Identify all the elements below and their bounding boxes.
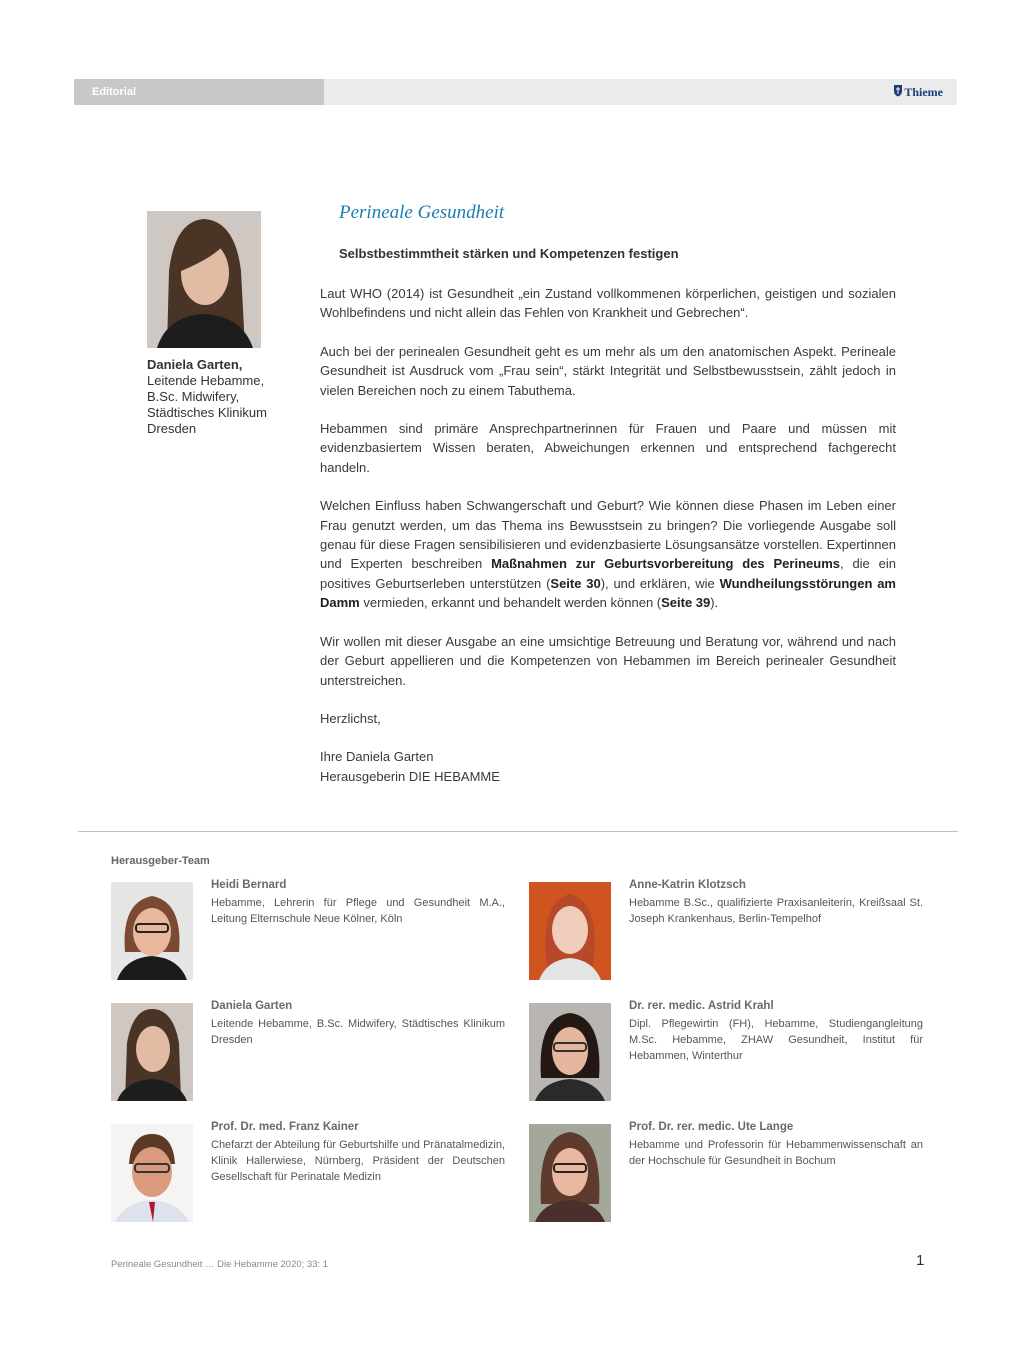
header-bar [74,79,957,105]
member-description: Dipl. Pflegewirtin (FH), Hebamme, Studiengangleitung M.Sc. Hebamme, ZHAW Gesundheit, Institut für Hebammen, Winterthur [629,1018,923,1062]
paragraph: Laut WHO (2014) ist Gesundheit „ein Zustand vollkommenen körperlichen, geistigen und sozialen Wohlbefindens und nicht allein das Fehlen von Krankheit und Gebrechen“. [320,286,896,321]
paragraph: Auch bei der perinealen Gesundheit geht es um mehr als um den anatomischen Aspekt. Perineale Gesundheit ist Ausdruck vom „Frau sein“, stärkt Integrität und Selbstbewusstsein, zählt jedoch in vielen Bereichen noch zu einem Tabuthema. [320,343,896,398]
author-line: Städtisches Klinikum [147,405,267,420]
article-body [320,284,896,805]
footer-citation: Perineale Gesundheit … Die Hebamme 2020; 33: 1 [111,1259,329,1270]
bold-topic: Wundheilungsstörungen am Damm [320,575,896,611]
brand-name: Thieme [904,85,943,99]
author-photo [147,211,261,348]
member-name: Prof. Dr. rer. medic. Ute Lange [629,1121,794,1133]
page-reference: Seite 39 [661,595,711,611]
author-line: B.Sc. Midwifery, [147,389,240,404]
text-run: ). [710,595,719,611]
member-description: Leitende Hebamme, B.Sc. Midwifery, Städtisches Klinikum Dresden [211,1018,505,1046]
text-run: vermieden, erkannt und behandelt werden können ( [359,595,662,611]
member-name: Heidi Bernard [211,879,287,891]
member-description: Hebamme, Lehrerin für Pflege und Gesundheit M.A., Leitung Elternschule Neue Kölner, Köln [211,897,505,925]
author-line: Leitende Hebamme, [147,373,265,388]
signature-name: Ihre Daniela Garten [320,749,434,765]
paragraph: Hebammen sind primäre Ansprechpartnerinnen für Frauen und Paare und müssen mit evidenzbasiertem Wissen beraten, Abweichungen erkennen und entsprechend fachgerecht handeln. [320,421,896,475]
article-subtitle: Selbstbestimmtheit stärken und Kompetenzen festigen [339,246,679,261]
signature [320,747,896,786]
member-photo [111,1124,193,1222]
bold-topic: Maßnahmen zur Geburtsvorbereitung des Perineums [491,556,840,572]
paragraph [320,496,896,612]
closing: Herzlichst, [320,710,381,726]
article-title: Perineale Gesundheit [339,202,505,223]
member-photo [529,1124,611,1222]
member-photo [529,882,611,980]
page-reference: Seite 30 [550,575,601,591]
signature-role: Herausgeberin DIE HEBAMME [320,768,500,784]
member-name: Daniela Garten [211,1000,293,1012]
text-run: Welchen Einfluss haben Schwangerschaft und Geburt? Wie können diese Phasen im Leben einer Frau genutzt werden, um das Thema ins Bewusstsein zu bringen? Die vorliegende Ausgabe soll genau für diese Fragen sensibilisieren und evidenzbasierte Lösungsansätze vorstellen. Expertinnen und Experten beschreiben [320,498,896,572]
section-divider [78,831,958,832]
member-photo [111,1003,193,1101]
author-info [147,357,297,437]
paragraph: Wir wollen mit dieser Ausgabe an eine umsichtige Betreuung und Beratung vor, während und nach der Geburt appellieren und die Kompetenzen von Hebammen im Bereich perinealer Gesundheit unterstreichen. [320,633,896,688]
member-description: Hebamme B.Sc., qualifizierte Praxisanleiterin, Kreißsaal St. Joseph Krankenhaus, Berlin-Tempelhof [629,897,923,925]
member-name: Prof. Dr. med. Franz Kainer [211,1121,359,1133]
page-number: 1 [916,1252,925,1269]
member-photo [529,1003,611,1101]
thieme-shield-icon [893,80,903,106]
member-description: Hebamme und Professorin für Hebammenwissenschaft an der Hochschule für Gesundheit in Bochum [629,1139,923,1167]
section-label: Editorial [74,79,324,105]
member-description: Chefarzt der Abteilung für Geburtshilfe und Pränatalmedizin, Klinik Hallerwiese, Nürnberg, Präsident der Deutschen Gesellschaft für Perinatale Medizin [211,1139,505,1183]
text-run: , die ein positives Geburtserleben unterstützen ( [320,556,896,591]
author-line: Dresden [147,421,197,436]
author-name: Daniela Garten, [147,357,243,372]
text-run: ), und erklären, wie [600,575,720,591]
team-title: Herausgeber-Team [111,855,210,867]
member-photo [111,882,193,980]
member-name: Anne-Katrin Klotzsch [629,879,746,891]
brand-logo [893,79,943,105]
member-name: Dr. rer. medic. Astrid Krahl [629,1000,774,1012]
